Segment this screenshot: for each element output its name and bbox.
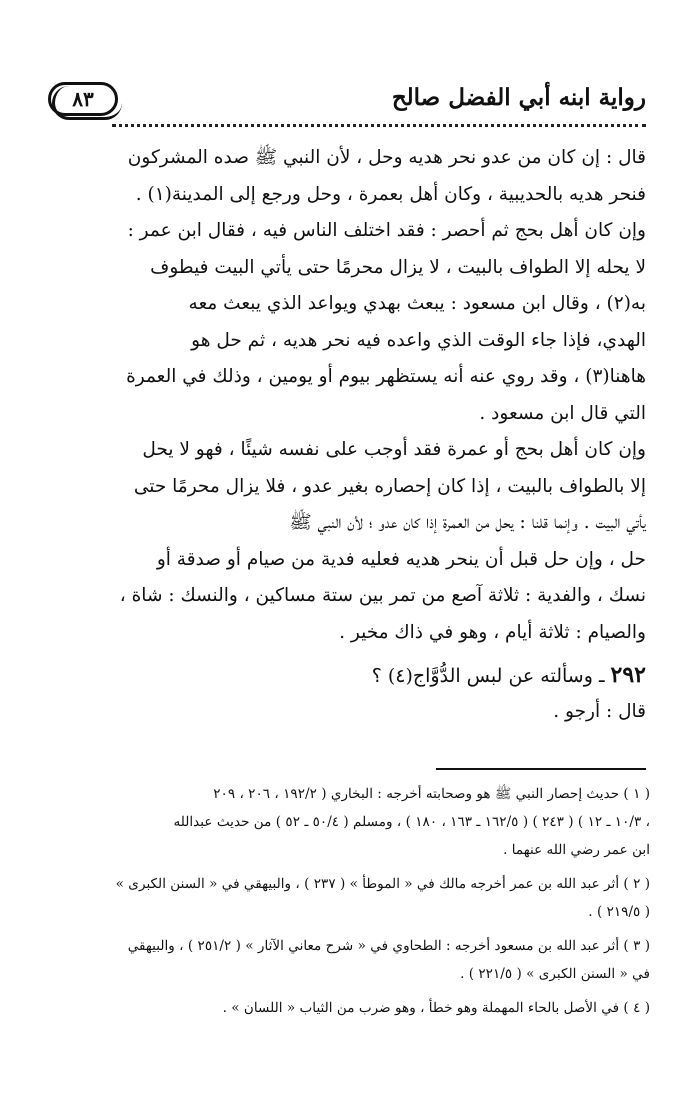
paragraph: وإن كان أهل بحج أو عمرة فقد أوجب على نفسه شيئًا ، فهو لا يحل إلا بالطواف بالبيت ، إذا كان إحصاره بغير عدو ، فلا يزال محرمًا حتى يأتي البيت . وإنما قلنا : يحل من العمرة إذا كان عدو ؛ لأن النبي ﷺ حل ، وإن حل قبل أن ينحر هديه فعليه فدية من صيام أو صدقة أو نسك ، والفدية : ثلاثة آصع من تمر بين ستة مساكين ، والنسك : شاة ، والصيام : ثلاثة أيام ، وهو في ذاك مخير . [119,439,646,643]
question-entry [48,657,646,694]
question-text: ـ وسألته عن لبس الدُّوَّاج(٤) ؟ [371,665,611,687]
running-title: رواية ابنه أبي الفضل صالح [391,84,646,111]
paragraph: وإن كان أهل بحج ثم أحصر : فقد اختلف الناس فيه ، فقال ابن عمر : لا يحله إلا الطواف بالبيت ، لا يزال محرمًا حتى يأتي البيت فيطوف به(٢) ، وقال ابن مسعود : يبعث بهدي ويواعد الذي يبعث معه الهدي، فإذا جاء الوقت الذي واعده فيه نحر هديه ، ثم حل هو هاهنا(٣) ، وقد روي عنه أنه يستظهر بيوم أو يومين ، وذلك في العمرة التي قال ابن مسعود . [126,220,646,424]
footnote: ( ٢ ) أثر عبد الله بن عمر أخرجه مالك في « الموطأ » ( ٢٣٧ ) ، والبيهقي في « السنن الكبرى » ( ٢١٩/٥ ) . [115,876,650,920]
footnote: ( ٣ ) أثر عبد الله بن مسعود أخرجه : الطحاوي في « شرح معاني الآثار » ( ٢٥١/٢ ) ، والبيهقي في « السنن الكبرى » ( ٢٢١/٥ ) . [127,938,650,982]
footnotes [40,780,650,1028]
question-number: ٢٩٢ [610,662,646,688]
footnote: ( ١ ) حديث إحصار النبي ﷺ هو وصحابته أخرجه : البخاري ( ١٩٢/٢ ، ٢٠٦ ، ٢٠٩ ، ١٠/٣ ـ ١٢ ) ( ٢٤٣ ) ( ١٦٢/٥ ـ ١٦٣ ، ١٨٠ ) ، ومسلم ( ٥٠/٤ ـ ٥٢ ) من حديث عبدالله ابن عمر رضي الله عنهما . [173,786,650,858]
main-text [48,140,646,730]
page-number: ٨٣ [48,82,118,116]
answer-text: قال : أرجو . [553,701,646,722]
paragraph: قال : إن كان من عدو نحر هديه وحل ، لأن النبي ﷺ صده المشركون فنحر هديه بالحديبية ، وكان أهل بعمرة ، وحل ورجع إلى المدينة(١) . [127,147,646,205]
footnote: ( ٤ ) في الأصل بالحاء المهملة وهو خطأ ، وهو ضرب من الثياب « اللسان » . [222,1000,650,1016]
page-header [48,82,646,122]
header-rule [112,124,646,127]
footnote-rule [436,768,646,770]
